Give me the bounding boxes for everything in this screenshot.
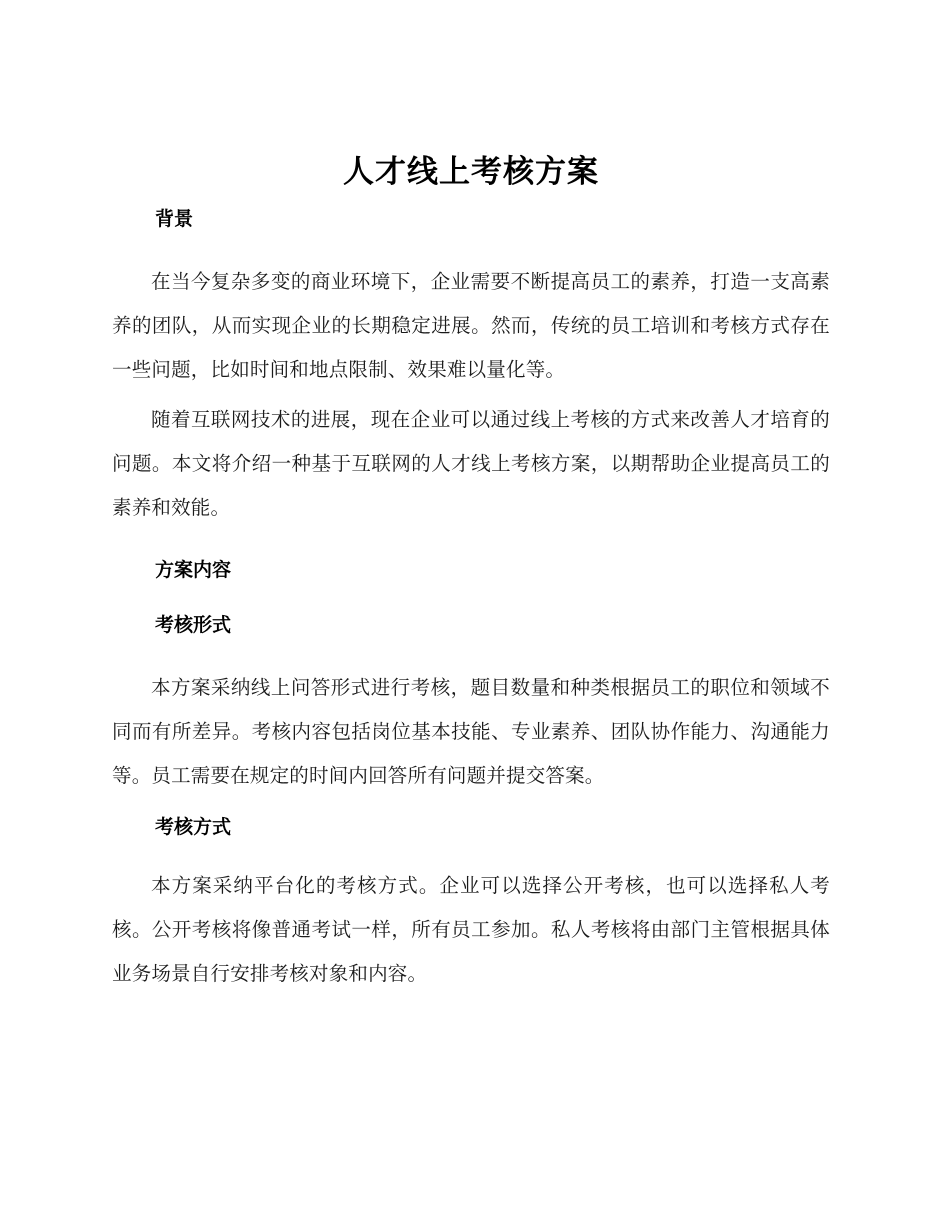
section-heading-content: 方案内容 <box>155 559 232 581</box>
paragraph-form: 本方案采纳线上问答形式进行考核，题目数量和种类根据员工的职位和领域不同而有所差异。考核内容包括岗位基本技能、专业素养、团队协作能力、沟通能力等。员工需要在规定的时间内回答所有问题并提交答案。 <box>112 676 830 787</box>
paragraph-method: 本方案采纳平台化的考核方式。企业可以选择公开考核，也可以选择私人考核。公开考核将像普通考试一样，所有员工参加。私人考核将由部门主管根据具体业务场景自行安排考核对象和内容。 <box>112 874 830 985</box>
paragraph-background-1: 在当今复杂多变的商业环境下，企业需要不断提高员工的素养，打造一支高素养的团队，从而实现企业的长期稳定进展。然而，传统的员工培训和考核方式存在一些问题，比如时间和地点限制、效果难以量化等。 <box>112 270 830 381</box>
document-title: 人才线上考核方案 <box>343 154 599 190</box>
subsection-heading-method: 考核方式 <box>155 816 232 838</box>
subsection-heading-form: 考核形式 <box>155 614 232 636</box>
section-heading-background: 背景 <box>155 208 194 230</box>
paragraph-background-2: 随着互联网技术的进展，现在企业可以通过线上考核的方式来改善人才培育的问题。本文将介绍一种基于互联网的人才线上考核方案，以期帮助企业提高员工的素养和效能。 <box>112 408 830 519</box>
document-page <box>112 150 830 996</box>
